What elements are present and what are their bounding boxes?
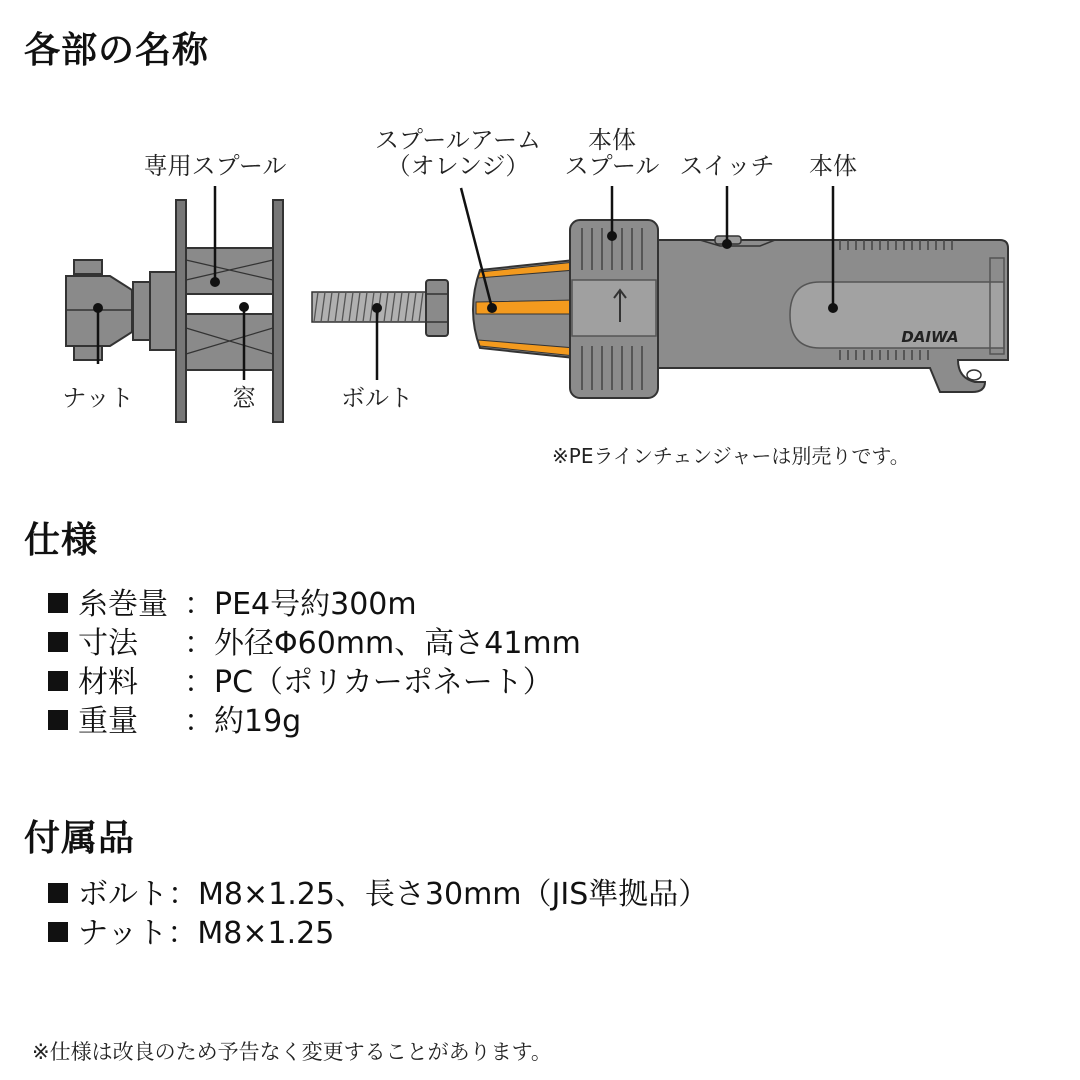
section-title-accessories: 付属品 xyxy=(24,818,136,859)
brand-logo: DAIWA xyxy=(901,328,959,346)
bullet-square-icon xyxy=(48,883,68,903)
accessory-key: ボルト xyxy=(78,877,168,912)
accessory-item xyxy=(48,876,708,915)
spec-item xyxy=(48,586,581,625)
dedicated-spool-part xyxy=(133,200,283,422)
spec-key: 寸法 xyxy=(78,626,138,661)
label-switch: スイッチ xyxy=(679,152,775,180)
spec-separator: ： xyxy=(184,587,214,622)
section-title-parts: 各部の名称 xyxy=(24,30,210,71)
label-dedicated-spool: 専用スプール xyxy=(143,152,287,180)
bullet-square-icon xyxy=(48,632,68,652)
accessory-separator: ： xyxy=(168,877,198,912)
sold-separately-note: ※PEラインチェンジャーは別売りです。 xyxy=(552,444,910,468)
label-window: 窓 xyxy=(232,384,256,412)
label-bolt: ボルト xyxy=(341,384,413,412)
spec-value: PC（ポリカーポネート） xyxy=(214,665,553,700)
spec-value: 約19g xyxy=(214,704,302,739)
body-spool-part xyxy=(570,220,658,398)
accessory-list xyxy=(48,876,708,954)
bullet-square-icon xyxy=(48,671,68,691)
accessory-item xyxy=(48,915,708,954)
label-spool-arm: スプールアーム xyxy=(374,126,542,154)
label-spool-arm-orange: （オレンジ） xyxy=(386,152,530,180)
bullet-square-icon xyxy=(48,710,68,730)
spec-value: PE4号約300m xyxy=(214,587,417,622)
spec-key: 重量 xyxy=(78,704,138,739)
bullet-square-icon xyxy=(48,593,68,613)
parts-diagram xyxy=(0,110,1080,480)
line-changer-body xyxy=(640,236,1008,392)
spec-item xyxy=(48,664,581,703)
bullet-square-icon xyxy=(48,922,68,942)
label-body-spool-top: 本体 xyxy=(588,126,636,154)
spec-list xyxy=(48,586,581,742)
label-body: 本体 xyxy=(809,152,857,180)
spec-key: 糸巻量 xyxy=(78,587,168,622)
spec-item xyxy=(48,625,581,664)
spec-separator: ： xyxy=(184,665,214,700)
accessory-value: M8×1.25、長さ30mm（JIS準拠品） xyxy=(198,877,709,912)
accessory-separator: ： xyxy=(167,916,198,951)
accessory-key: ナット xyxy=(78,916,168,951)
label-body-spool: スプール xyxy=(564,152,660,180)
spec-key: 材料 xyxy=(78,665,138,700)
spec-value: 外径Φ60mm、高さ41mm xyxy=(214,626,581,661)
spec-separator: ： xyxy=(184,626,214,661)
spec-separator: ： xyxy=(184,704,214,739)
label-nut: ナット xyxy=(62,384,134,412)
spec-item xyxy=(48,703,581,742)
accessory-value: M8×1.25 xyxy=(197,916,335,951)
section-title-specs: 仕様 xyxy=(24,520,99,561)
spec-change-footnote: ※仕様は改良のため予告なく変更することがあります。 xyxy=(32,1040,552,1064)
